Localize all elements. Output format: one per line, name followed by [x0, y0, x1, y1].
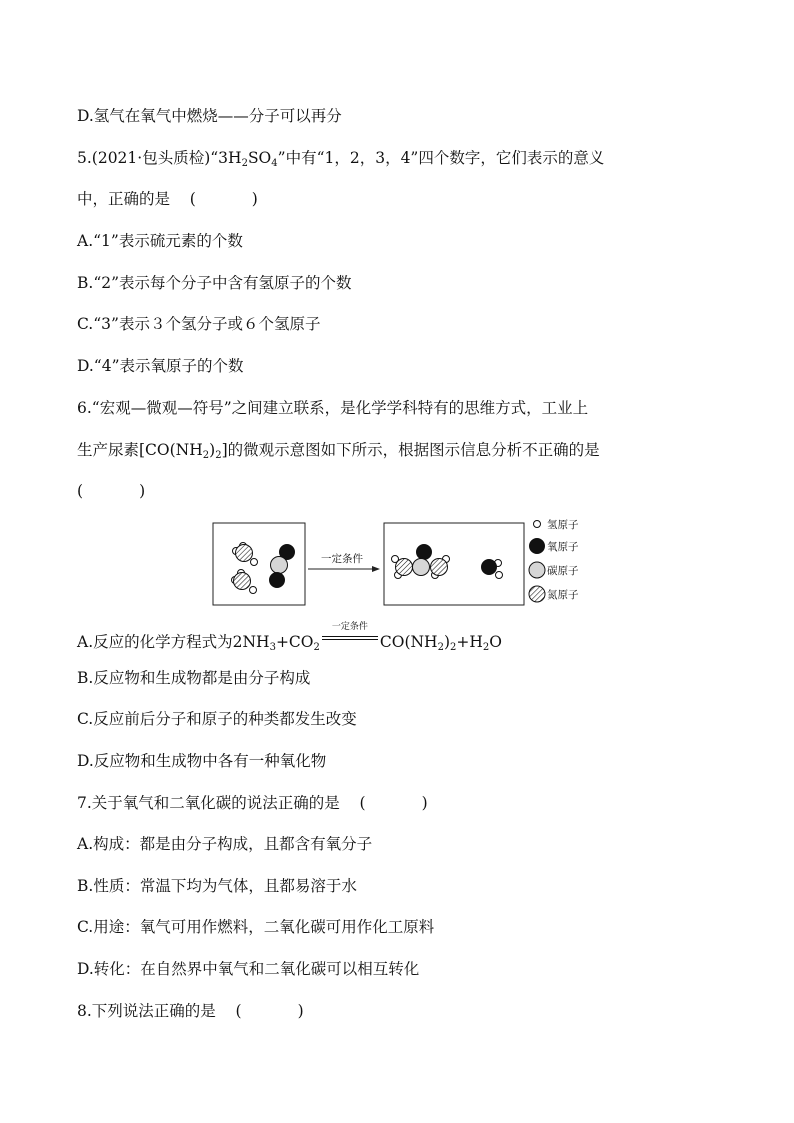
carbon-atom-icon: [529, 562, 545, 578]
legend-item-carbon: [529, 562, 579, 578]
answer-paren[interactable]: ( ): [359, 794, 428, 812]
legend-item-nitrogen: [529, 586, 579, 602]
legend-label: 碳原子: [547, 565, 579, 577]
q7-option-c: C.用途：氧气可用作燃料，二氧化碳可用作化工原料: [77, 918, 435, 936]
q5-stem-line1: 5.(2021·包头质检)“$3H_2SO_4$”中有“1，2，3，4”四个数字，它们表示的意义: [77, 149, 605, 169]
q6-option-d: D.反应物和生成物中各有一种氧化物: [77, 752, 327, 770]
arrow-condition-label: 一定条件: [321, 553, 363, 565]
reaction-diagram: [212, 518, 592, 610]
q6-answer-paren[interactable]: ( ): [77, 482, 146, 500]
q5-option-d: D.“4”表示氧原子的个数: [77, 357, 244, 375]
q6-stem-line2: 生产尿素$[CO(NH_2)_2]$的微观示意图如下所示，根据图示信息分析不正确的是: [77, 441, 600, 461]
q6-option-b: B.反应物和生成物都是由分子构成: [77, 669, 311, 687]
oxygen-atom-icon: [530, 539, 545, 554]
legend-label: 氢原子: [547, 519, 579, 531]
q8-stem: 8.下列说法正确的是 ( ): [77, 1002, 304, 1020]
q5-stem-line2: 中，正确的是 ( ): [77, 190, 258, 208]
q5-option-c: C.“3”表示３个氢分子或６个氢原子: [77, 315, 321, 333]
answer-paren[interactable]: ( ): [235, 1002, 304, 1020]
q6-option-c: C.反应前后分子和原子的种类都发生改变: [77, 710, 357, 728]
reactants-box: [213, 523, 305, 605]
q5-option-b: B.“2”表示每个分子中含有氢原子的个数: [77, 274, 352, 292]
nitrogen-atom-icon: [529, 586, 545, 602]
arrow-head: [372, 566, 380, 572]
legend: [529, 518, 579, 602]
q5-option-a: A.“1”表示硫元素的个数: [77, 232, 243, 250]
legend-label: 氧原子: [547, 541, 579, 553]
q6-stem-line1: 6.“宏观—微观—符号”之间建立联系，是化学学科特有的思维方式，工业上: [77, 399, 589, 417]
q4-option-d: D.氢气在氧气中燃烧——分子可以再分: [77, 107, 342, 125]
q7-option-a: A.构成：都是由分子构成，且都含有氧分子: [77, 835, 373, 853]
answer-paren[interactable]: ( ): [189, 190, 258, 208]
legend-item-oxygen: [530, 539, 579, 554]
q7-stem: 7.关于氧气和二氧化碳的说法正确的是 ( ): [77, 794, 428, 812]
legend-label: 氮原子: [547, 589, 579, 601]
hydrogen-atom-icon: [534, 521, 541, 528]
legend-item-hydrogen: [534, 518, 579, 531]
q6-option-a: A.反应的化学方程式为$2NH_3+CO_2$ 一定条件 $CO(NH_2)_2+H_2O$: [77, 622, 502, 653]
q7-option-d: D.转化：在自然界中氧气和二氧化碳可以相互转化: [77, 960, 420, 978]
q7-option-b: B.性质：常温下均为气体，且都易溶于水: [77, 877, 357, 895]
reaction-condition-sign: 一定条件: [322, 633, 378, 653]
